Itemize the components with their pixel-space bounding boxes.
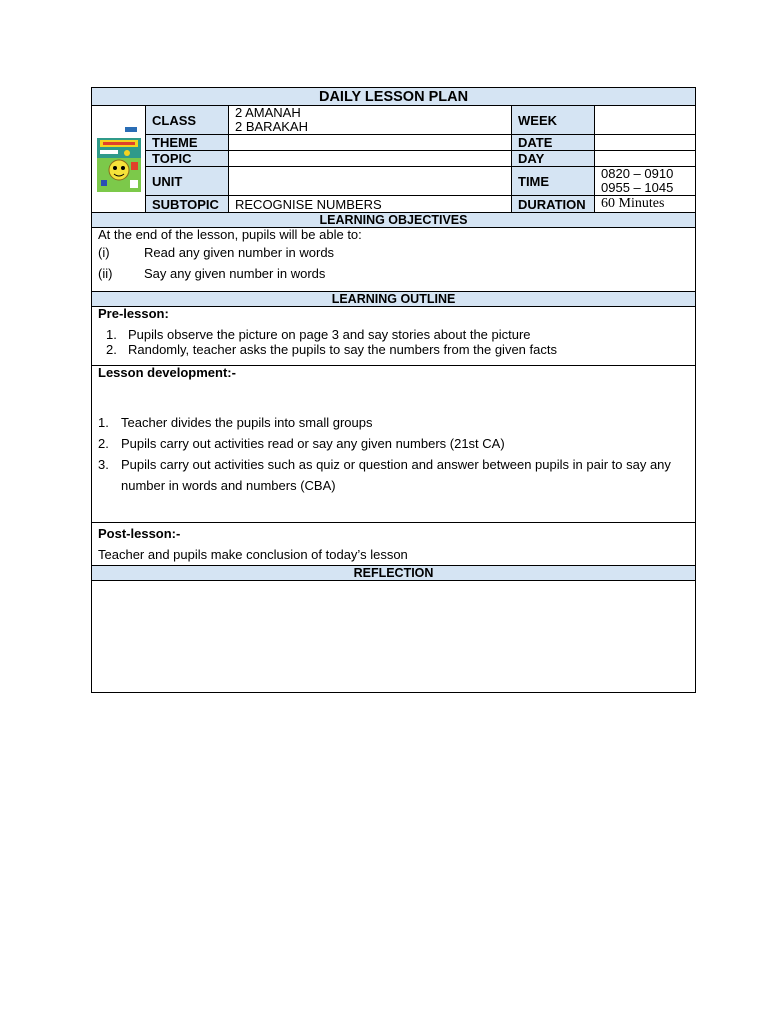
date-value (595, 135, 696, 151)
class-value-line1: 2 AMANAH (235, 105, 301, 120)
list-item-text: Teacher divides the pupils into small groups (121, 415, 373, 430)
day-value (595, 151, 696, 167)
learning-objectives-heading: LEARNING OBJECTIVES (92, 213, 696, 228)
unit-value (229, 167, 512, 196)
list-item-text: Pupils carry out activities such as quiz or question and answer between pupils in pair to say any number in words and numbers (CBA) (121, 457, 671, 493)
objective-text: Read any given number in words (144, 245, 335, 260)
date-label: DATE (512, 135, 595, 151)
lesson-development-list (98, 412, 689, 496)
duration-label: DURATION (512, 196, 595, 213)
week-label: WEEK (512, 106, 595, 135)
objective-item (98, 263, 689, 284)
topic-value (229, 151, 512, 167)
list-item-number: 1. (98, 415, 109, 430)
week-value (595, 106, 696, 135)
post-lesson-body (92, 523, 696, 566)
reflection-body (92, 581, 696, 693)
lesson-development-body (92, 366, 696, 523)
mathematics-book-cover-icon (97, 124, 141, 192)
reflection-heading: REFLECTION (92, 566, 696, 581)
pre-lesson-body (92, 307, 696, 366)
learning-outline-heading: LEARNING OUTLINE (92, 292, 696, 307)
objective-number: (ii) (98, 266, 113, 281)
list-item-text: Pupils carry out activities read or say any given numbers (21st CA) (121, 436, 505, 451)
pre-lesson-list (98, 327, 689, 357)
pre-lesson-title: Pre-lesson: (98, 306, 169, 321)
duration-value: 60 Minutes (595, 196, 696, 213)
theme-value (229, 135, 512, 151)
class-value (229, 106, 512, 135)
list-item (98, 342, 689, 357)
class-label: CLASS (146, 106, 229, 135)
learning-objectives-body (92, 228, 696, 292)
list-item-text: Randomly, teacher asks the pupils to say the numbers from the given facts (128, 342, 557, 357)
post-lesson-title: Post-lesson:- (98, 526, 181, 541)
list-item-text: Pupils observe the picture on page 3 and say stories about the picture (128, 327, 531, 342)
lesson-plan-table (91, 87, 696, 693)
unit-label: UNIT (146, 167, 229, 196)
subtopic-value: RECOGNISE NUMBERS (229, 196, 512, 213)
list-item (98, 327, 689, 342)
theme-label: THEME (146, 135, 229, 151)
objective-item (98, 242, 689, 263)
time-value (595, 167, 696, 196)
list-item-number: 2. (98, 436, 109, 451)
time-value-line1: 0820 – 0910 (601, 166, 674, 181)
objective-number: (i) (98, 245, 110, 260)
time-label: TIME (512, 167, 595, 196)
book-cover-cell (92, 106, 146, 213)
list-item-number: 2. (106, 342, 117, 357)
lesson-plan-title: DAILY LESSON PLAN (92, 88, 696, 106)
subtopic-label: SUBTOPIC (146, 196, 229, 213)
class-value-line2: 2 BARAKAH (235, 119, 308, 134)
topic-label: TOPIC (146, 151, 229, 167)
list-item (98, 433, 689, 454)
list-item-number: 3. (98, 457, 109, 472)
post-lesson-text: Teacher and pupils make conclusion of today’s lesson (98, 547, 408, 562)
lesson-development-title: Lesson development:- (98, 365, 236, 380)
list-item (98, 454, 689, 496)
list-item-number: 1. (106, 327, 117, 342)
objective-text: Say any given number in words (144, 266, 326, 281)
objectives-intro: At the end of the lesson, pupils will be able to: (98, 227, 362, 242)
time-value-line2: 0955 – 1045 (601, 180, 674, 195)
list-item (98, 412, 689, 433)
day-label: DAY (512, 151, 595, 167)
